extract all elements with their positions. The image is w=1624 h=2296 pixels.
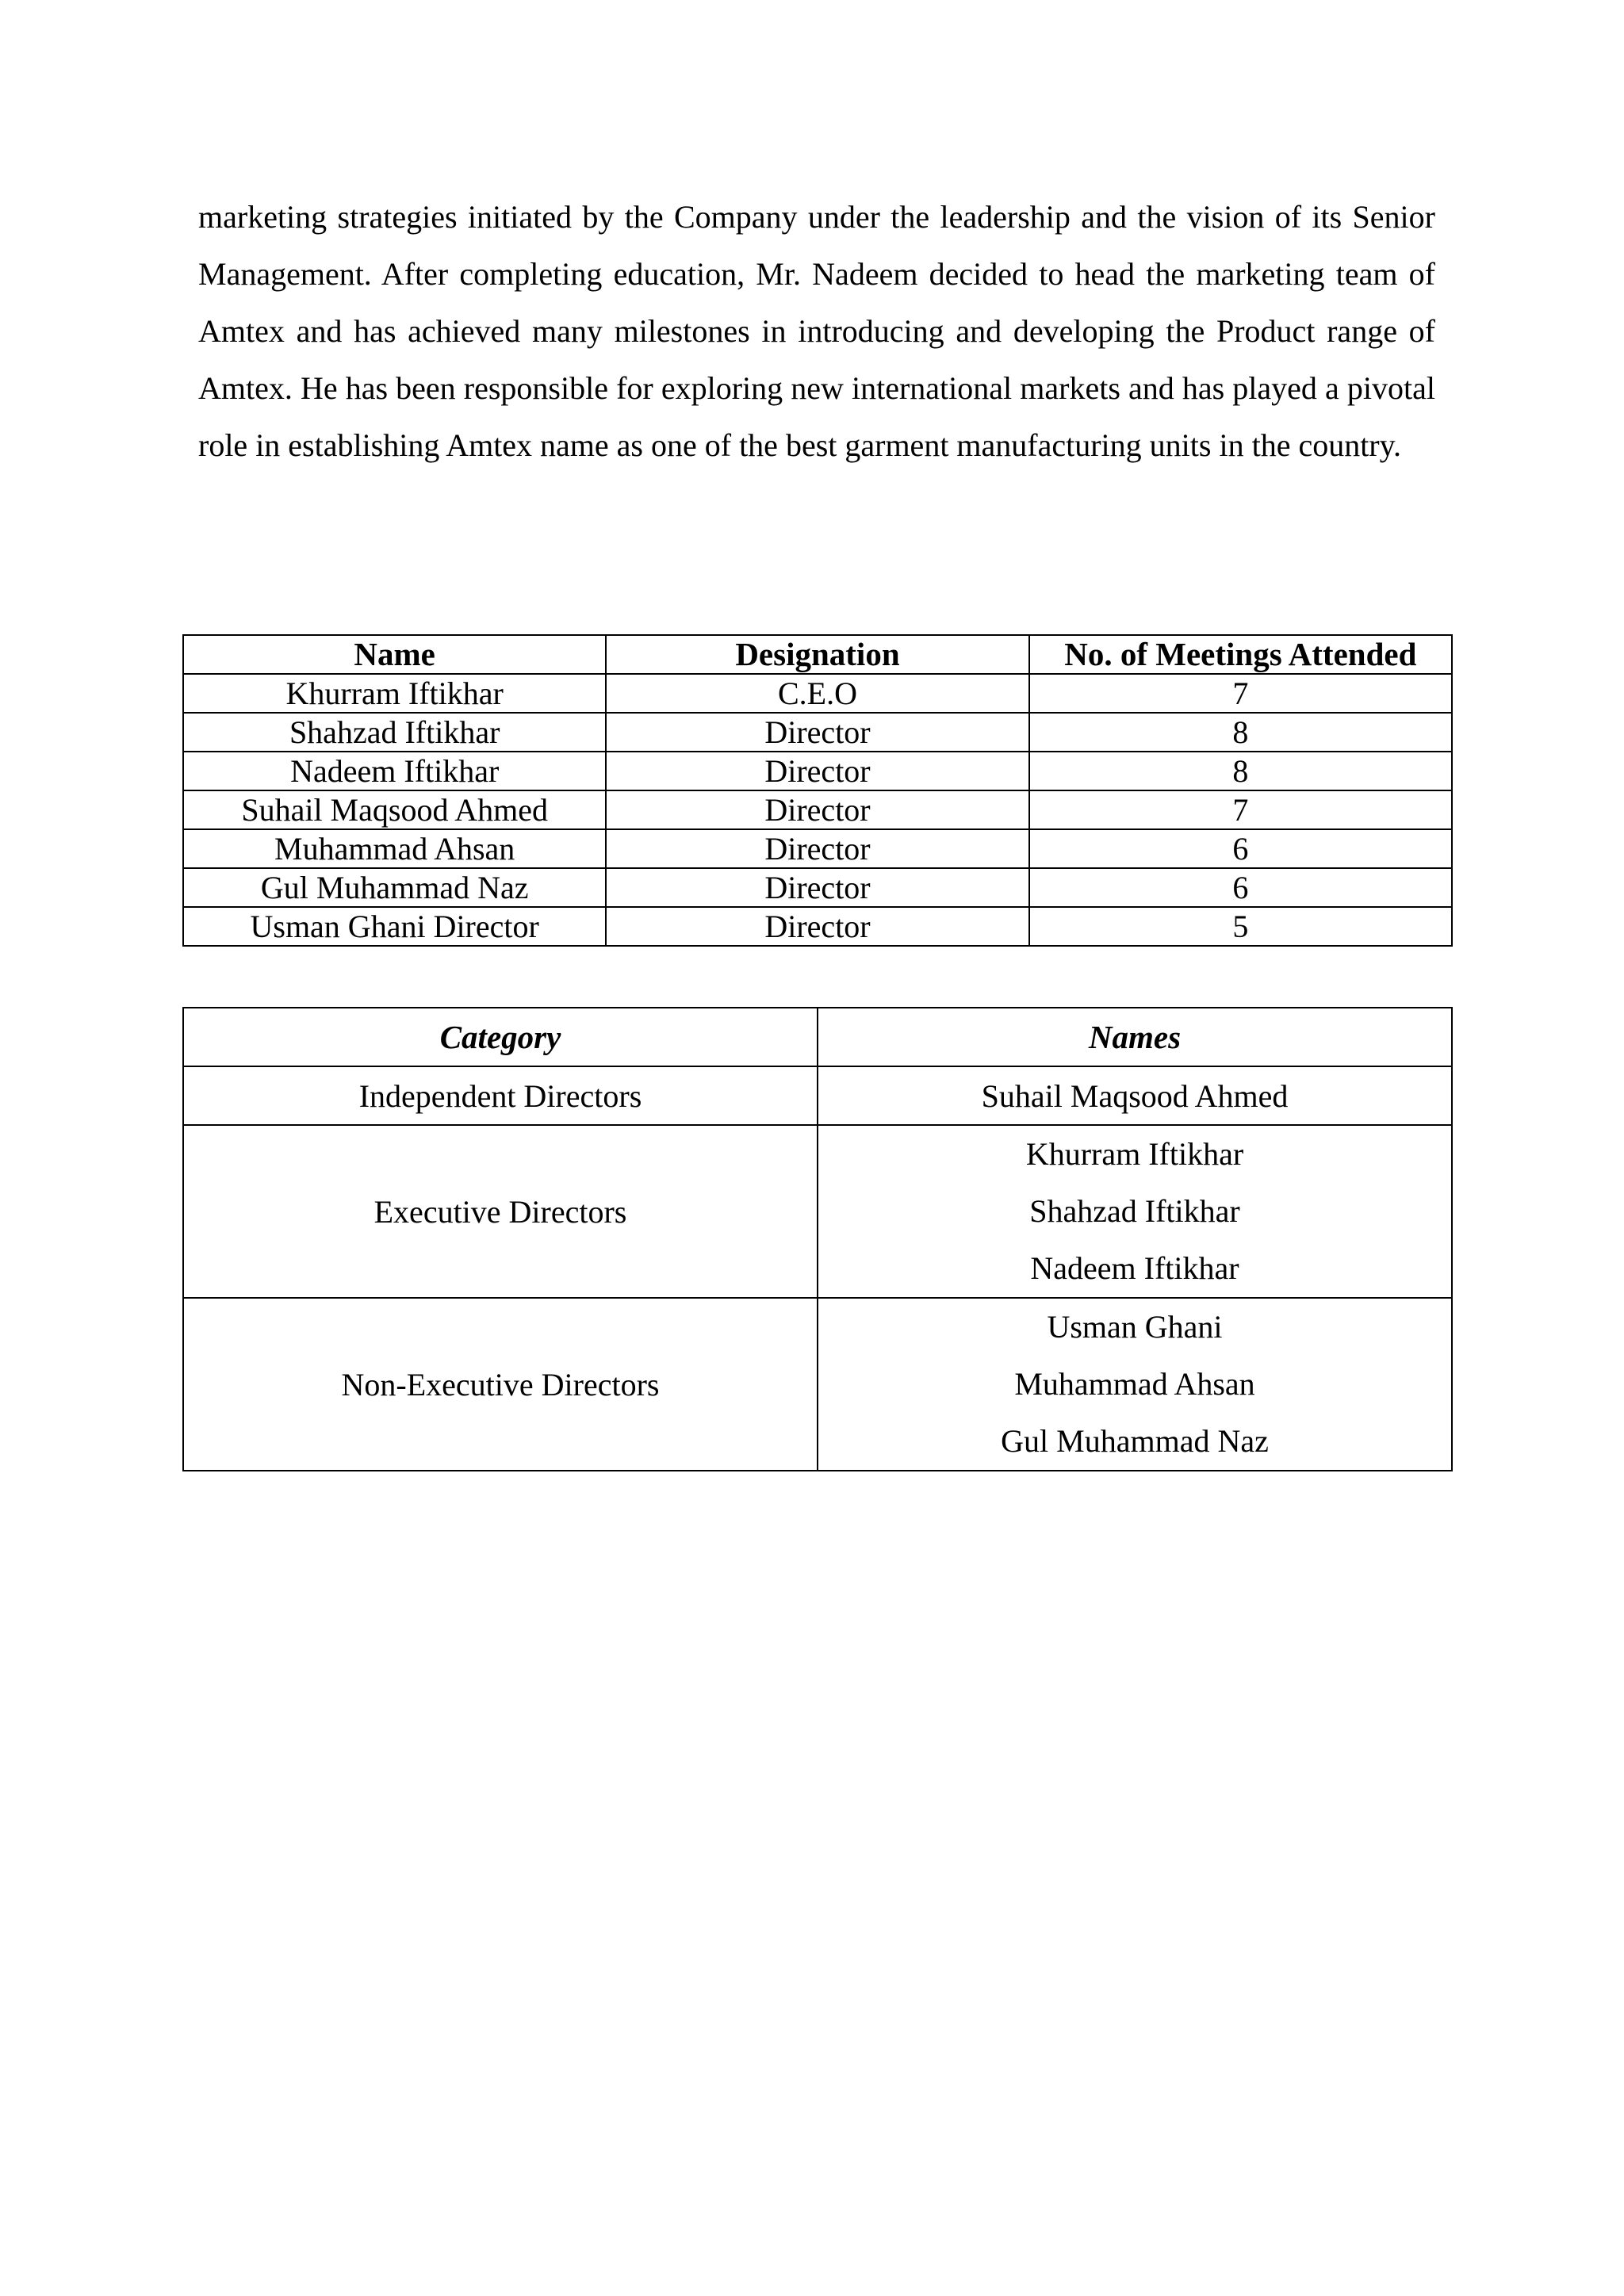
cell-designation: Director xyxy=(606,907,1028,946)
cell-meetings: 8 xyxy=(1029,713,1452,752)
cell-name: Suhail Maqsood Ahmed xyxy=(183,790,606,829)
table-row xyxy=(183,1066,1452,1125)
director-name: Khurram Iftikhar xyxy=(1025,1136,1244,1172)
cell-designation: Director xyxy=(606,829,1028,868)
cell-meetings: 6 xyxy=(1029,829,1452,868)
cell-designation: Director xyxy=(606,752,1028,790)
table-header-row xyxy=(183,1008,1452,1066)
column-header-category: Category xyxy=(183,1008,818,1066)
cell-designation: Director xyxy=(606,868,1028,907)
cell-name: Nadeem Iftikhar xyxy=(183,752,606,790)
cell-names xyxy=(818,1125,1452,1298)
cell-meetings: 7 xyxy=(1029,790,1452,829)
cell-category: Non-Executive Directors xyxy=(183,1298,818,1471)
column-header-name: Name xyxy=(183,635,606,674)
cell-names xyxy=(818,1298,1452,1471)
cell-meetings: 8 xyxy=(1029,752,1452,790)
director-category-table xyxy=(182,1007,1453,1471)
table-row xyxy=(183,790,1452,829)
table-row xyxy=(183,752,1452,790)
director-name: Muhammad Ahsan xyxy=(1014,1366,1255,1402)
table-row xyxy=(183,1125,1452,1298)
cell-name: Gul Muhammad Naz xyxy=(183,868,606,907)
table-header-row xyxy=(183,635,1452,674)
cell-category: Independent Directors xyxy=(183,1066,818,1125)
column-header-designation: Designation xyxy=(606,635,1028,674)
column-header-meetings: No. of Meetings Attended xyxy=(1029,635,1452,674)
cell-designation: Director xyxy=(606,790,1028,829)
cell-names xyxy=(818,1066,1452,1125)
director-name: Suhail Maqsood Ahmed xyxy=(981,1077,1289,1114)
cell-name: Khurram Iftikhar xyxy=(183,674,606,713)
table-row xyxy=(183,829,1452,868)
director-name: Nadeem Iftikhar xyxy=(1030,1250,1239,1286)
cell-name: Usman Ghani Director xyxy=(183,907,606,946)
table-row xyxy=(183,1298,1452,1471)
table-row xyxy=(183,868,1452,907)
cell-meetings: 6 xyxy=(1029,868,1452,907)
director-name: Gul Muhammad Naz xyxy=(1001,1423,1269,1459)
meetings-attendance-table xyxy=(182,634,1453,947)
table-row xyxy=(183,713,1452,752)
director-name: Shahzad Iftikhar xyxy=(1029,1193,1240,1229)
cell-name: Muhammad Ahsan xyxy=(183,829,606,868)
cell-meetings: 7 xyxy=(1029,674,1452,713)
cell-meetings: 5 xyxy=(1029,907,1452,946)
director-name: Usman Ghani xyxy=(1047,1309,1223,1345)
column-header-names: Names xyxy=(818,1008,1452,1066)
cell-designation: C.E.O xyxy=(606,674,1028,713)
body-paragraph: marketing strategies initiated by the Company under the leadership and the vision of its Senior Management. After completing education, Mr. Nadeem decided to head the marketing team of Amtex and has achieved many milestones in introducing and developing the Product range of Amtex. He has been responsible for exploring new international markets and has played a pivotal role in establishing Amtex name as one of the best garment manufacturing units in the country. xyxy=(198,199,1435,463)
cell-category: Executive Directors xyxy=(183,1125,818,1298)
table-row xyxy=(183,907,1452,946)
cell-designation: Director xyxy=(606,713,1028,752)
table-row xyxy=(183,674,1452,713)
cell-name: Shahzad Iftikhar xyxy=(183,713,606,752)
